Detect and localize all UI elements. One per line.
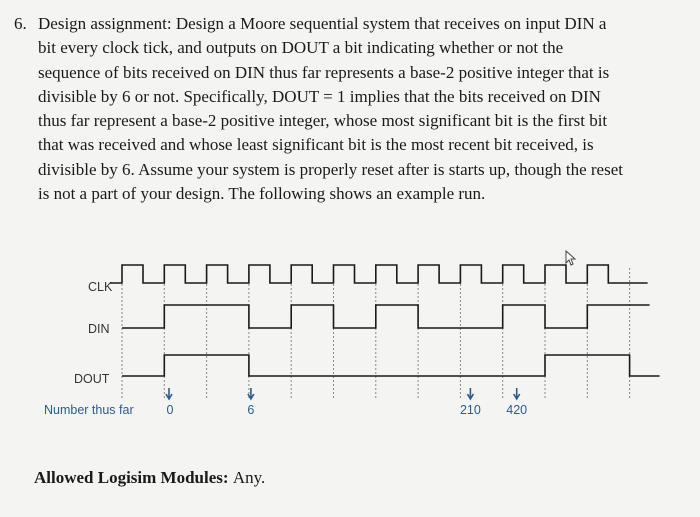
number-marker-value: 210	[459, 403, 481, 417]
number-marker-value: 0	[166, 403, 174, 417]
din-label: DIN	[88, 322, 110, 336]
question-line: sequence of bits received on DIN thus far represents a base-2 positive integer that is	[38, 62, 610, 82]
question-line: thus far represent a base-2 positive integer, whose most significant bit is the first bit	[38, 111, 608, 131]
allowed-modules-label: Allowed Logisim Modules:	[34, 468, 229, 487]
question-number: 6.	[14, 14, 27, 33]
allowed-modules	[34, 468, 265, 488]
question-line: divisible by 6 or not. Specifically, DOUT = 1 implies that the bits received on DIN	[38, 86, 601, 106]
dout-label: DOUT	[74, 372, 110, 386]
marker-arrow-icon	[166, 388, 172, 399]
marker-arrow-icon	[514, 388, 520, 399]
number-markers	[166, 388, 527, 417]
number-marker-value: 6	[247, 403, 255, 417]
question-line: bit every clock tick, and outputs on DOUT a bit indicating whether or not the	[38, 38, 564, 58]
question-line: divisible by 6. Assume your system is properly reset after is starts up, though the reset	[38, 159, 623, 179]
question-line: that was received and whose least significant bit is the most recent bit received, is	[38, 135, 594, 155]
question-line: Design assignment: Design a Moore sequential system that receives on input DIN a	[38, 14, 607, 33]
marker-arrow-icon	[467, 388, 473, 399]
clk-label: CLK	[88, 280, 113, 294]
din-waveform	[122, 305, 650, 328]
number-marker-value: 420	[506, 403, 528, 417]
allowed-modules-value: Any.	[232, 468, 266, 487]
question-line: is not a part of your design. The following shows an example run.	[38, 184, 486, 204]
clock-edge-guides	[122, 268, 630, 398]
clk-waveform	[110, 265, 648, 283]
number-thus-far-label: Number thus far	[44, 403, 134, 417]
mouse-cursor-icon	[566, 251, 575, 265]
dout-waveform	[122, 355, 660, 376]
